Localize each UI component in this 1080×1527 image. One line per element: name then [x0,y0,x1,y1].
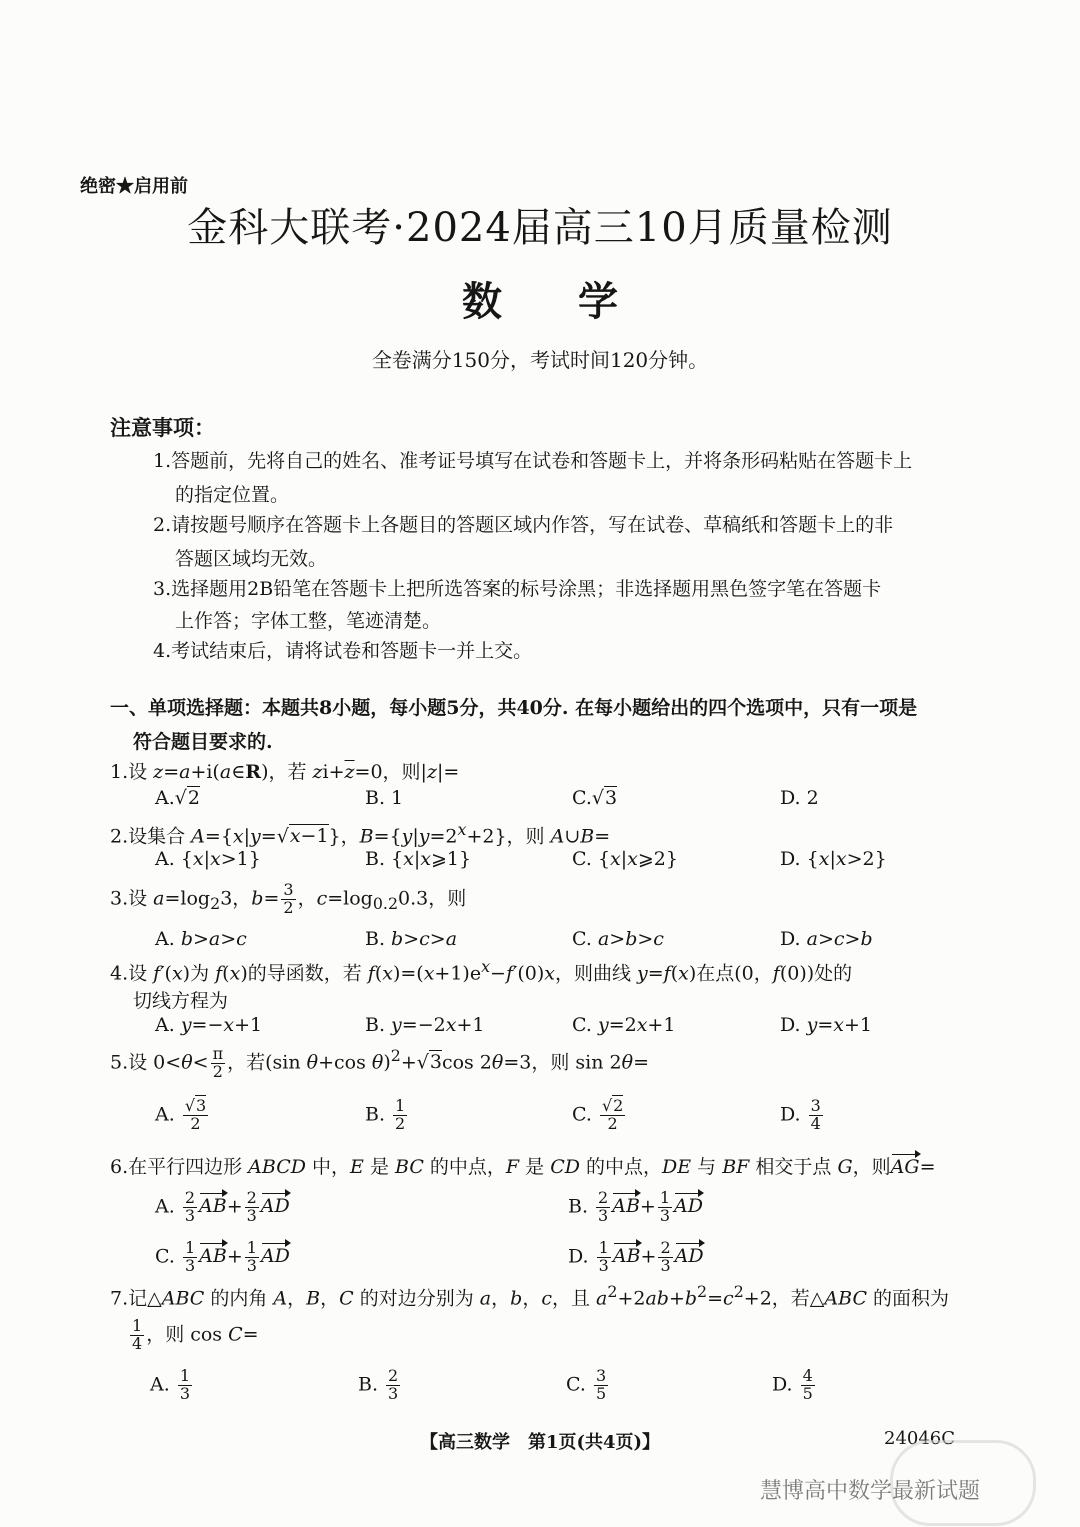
question-7: 7.记△ABC 的内角 A，B，C 的对边分别为 a，b，c，且 $a^2+2ab+b^2=c^2+2$，若△ABC 的面积为 [110,1282,950,1310]
q7-option-a: A. $\frac{1}{3}$ [150,1366,190,1403]
notice-item-3: 3.选择题用2B铅笔在答题卡上把所选答案的标号涂黑；非选择题用黑色签字笔在答题卡 [153,578,882,600]
q2-option-b: B. {x|x⩾1} [365,848,472,870]
q7-option-c: C. $\frac{3}{5}$ [566,1366,607,1403]
q7-option-b: B. $\frac{2}{3}$ [358,1366,399,1403]
notice-item-2-cont: 答题区域均无效。 [175,548,328,570]
confidential-mark: 绝密★启用前 [80,176,188,197]
q6-option-c: C. $\frac{1}{3}$ AB+ $\frac{1}{3}$ AD [155,1238,290,1275]
q4-option-b: B. y=−2x+1 [365,1014,485,1036]
q1-option-a: A.√2 [155,787,200,809]
question-4-cont: 切线方程为 [133,990,229,1012]
q5-option-b: B. $\frac{1}{2}$ [365,1096,406,1133]
q4-option-a: A. y=−x+1 [155,1014,263,1036]
exam-title: 金科大联考·2024届高三10月质量检测 [187,205,893,251]
question-7-cont: $\frac{1}{4}$ ，则 cos C= [132,1316,259,1353]
watermark-text: 慧博高中数学最新试题 [760,1479,981,1504]
notice-item-1-cont: 的指定位置。 [175,484,290,506]
notice-item-1: 1.答题前，先将自己的姓名、准考证号填写在试卷和答题卡上，并将条形码粘贴在答题卡上 [153,450,913,472]
q6-option-a: A. $\frac{2}{3}$ AB+ $\frac{2}{3}$ AD [155,1188,290,1225]
notice-heading: 注意事项： [110,415,215,440]
question-6: 6.在平行四边形 ABCD 中，E 是 BC 的中点，F 是 CD 的中点，DE 与 BF 相交于点 G，则AG= [110,1156,936,1178]
question-1: 1.设 z=a+i(a∈R)，若 $zi+\overline{z}=0$，则|z|= [110,761,460,783]
q6-option-b: B. $\frac{2}{3}$ AB+ $\frac{1}{3}$ AD [568,1188,703,1225]
question-5: 5.设 0<θ< $\frac{\pi}{2}$ ，若(sin θ+cos θ)$^2$+√3cos 2θ=3，则 sin 2θ= [110,1044,649,1081]
q7-option-d: D. $\frac{4}{5}$ [772,1366,813,1403]
q3-option-a: A. b>a>c [155,928,247,950]
subject-title: 数 学 [462,278,618,325]
q1-option-d: D. 2 [780,787,819,809]
q3-option-d: D. a>c>b [780,928,873,950]
q4-option-d: D. y=x+1 [780,1014,873,1036]
q5-option-c: C. $\frac{√2}{2}$ [572,1096,624,1133]
q1-option-b: B. 1 [365,787,404,809]
q5-option-a: A. $\frac{√3}{2}$ [155,1096,207,1133]
score-time-note: 全卷满分150分，考试时间120分钟。 [371,348,709,372]
notice-item-4: 4.考试结束后，请将试卷和答题卡一并上交。 [153,640,533,662]
question-4: 4.设 f′(x)为 f(x)的导函数，若 $f(x)=(x+1)e^x-f'(0)x$，则曲线 y=f(x)在点(0，f(0))处的 [110,957,853,985]
paper-code: 24046C [884,1428,956,1449]
q2-option-c: C. {x|x⩾2} [572,848,678,870]
question-3: 3.设 $a=\log_23$，b= $\frac{3}{2}$ ，$c=\log_{0.2}0.3$，则 [110,880,467,917]
q2-option-a: A. {x|x>1} [155,848,261,870]
q5-option-d: D. $\frac{3}{4}$ [780,1096,821,1133]
notice-item-3-cont: 上作答；字体工整，笔迹清楚。 [175,610,442,632]
section-heading: 一、单项选择题：本题共8小题，每小题5分，共40分. 在每小题给出的四个选项中，只有一项是 [110,697,918,719]
notice-item-2: 2.请按题号顺序在答题卡上各题目的答题区域内作答，写在试卷、草稿纸和答题卡上的非 [153,514,894,536]
section-heading-cont: 符合题目要求的. [133,731,273,753]
q1-option-c: C.√3 [572,787,618,809]
q2-option-d: D. {x|x>2} [780,848,887,870]
page-footer: 【高三数学 第1页(共4页)】 [419,1432,661,1453]
q4-option-c: C. y=2x+1 [572,1014,676,1036]
q3-option-c: C. a>b>c [572,928,664,950]
question-2: 2.设集合 A={x|y=√x−1}，$B=\{y|y=2^x+2\}$，则 A∪B= [110,820,611,848]
q6-option-d: D. $\frac{1}{3}$ AB+ $\frac{2}{3}$ AD [568,1238,704,1275]
q3-option-b: B. b>c>a [365,928,458,950]
